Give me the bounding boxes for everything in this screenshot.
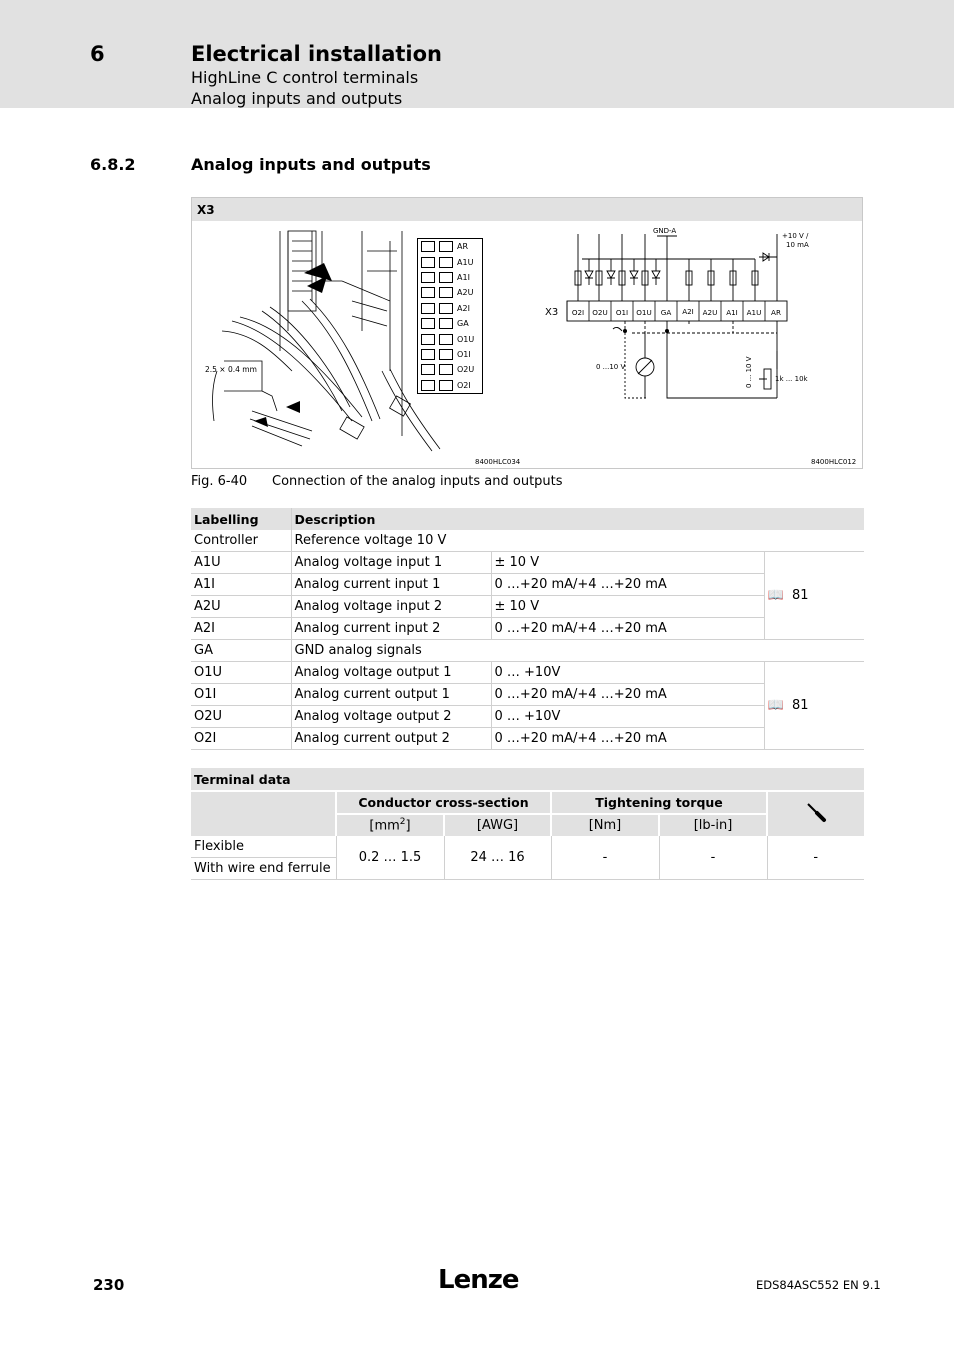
gnd-label: GND-A <box>653 227 677 235</box>
connector-label: X3 <box>545 307 559 318</box>
terminal-slot <box>439 241 453 252</box>
label-cell: A2I <box>191 618 291 640</box>
tool-value: - <box>767 836 864 880</box>
label-cell: O1I <box>191 684 291 706</box>
pot-voltage-label: 0 ... 10 V <box>745 356 753 388</box>
schematic-terminal-label: A1I <box>726 308 738 317</box>
terminal-block-row <box>418 378 482 393</box>
table-row <box>191 662 864 684</box>
terminal-block-row <box>418 331 482 346</box>
empty-header-cell <box>191 791 336 836</box>
table-row <box>191 596 864 618</box>
nm-value: - <box>551 836 659 880</box>
labelling-table <box>191 508 864 750</box>
label-cell: Controller <box>191 530 291 552</box>
label-cell: A1U <box>191 552 291 574</box>
table-row <box>191 706 864 728</box>
description-cell: Analog voltage output 1 <box>291 662 491 684</box>
meter-label: 0 ...10 V <box>596 363 626 371</box>
terminal-slot <box>421 257 435 268</box>
terminal-block-row <box>418 239 482 254</box>
figure-right-code: 8400HLC012 <box>811 458 857 466</box>
terminal-data-title: Terminal data <box>191 768 864 791</box>
table-row <box>191 640 864 662</box>
terminal-label: O1U <box>457 334 475 344</box>
terminal-slot <box>421 287 435 298</box>
terminal-label: O2U <box>457 365 475 375</box>
awg-value: 24 … 16 <box>444 836 551 880</box>
terminal-block-row <box>418 362 482 377</box>
schematic-terminal-label: A2I <box>682 307 694 316</box>
description-cell: Analog current output 2 <box>291 728 491 750</box>
label-cell: O1U <box>191 662 291 684</box>
table-row <box>191 728 864 750</box>
schematic-terminal-label: O1U <box>636 308 652 317</box>
document-id: EDS84ASC552 EN 9.1 <box>756 1278 881 1292</box>
terminal-block-row <box>418 316 482 331</box>
table-row <box>191 684 864 706</box>
figure-left-code: 8400HLC034 <box>475 458 521 466</box>
figure-label-bar <box>192 198 862 221</box>
label-cell: A1I <box>191 574 291 596</box>
terminal-label: A1I <box>457 272 470 282</box>
terminal-slot <box>421 364 435 375</box>
terminal-slot <box>439 303 453 314</box>
outputs-page-ref[interactable]: 81 <box>791 698 809 713</box>
label-cell: A2U <box>191 596 291 618</box>
figure-box <box>191 197 863 469</box>
terminal-label: A1U <box>457 257 474 267</box>
row-flexible: Flexible <box>191 836 336 858</box>
supply-label-1: +10 V / <box>782 232 809 240</box>
terminal-slot <box>421 318 435 329</box>
table-row <box>191 530 864 552</box>
description-cell: Reference voltage 10 V <box>291 530 864 552</box>
figure-caption-number: Fig. 6-40 <box>191 474 248 489</box>
schematic-terminal-label: O2I <box>571 308 585 317</box>
label-cell: O2I <box>191 728 291 750</box>
lbin-value: - <box>659 836 767 880</box>
value-cell: 0 … +10V <box>491 662 764 684</box>
label-cell: O2U <box>191 706 291 728</box>
terminal-label: O2I <box>457 380 471 390</box>
pot-label: 1k ... 10k <box>775 375 808 383</box>
header-subtitle-2: Analog inputs and outputs <box>191 89 403 108</box>
value-cell: 0 …+20 mA/+4 …+20 mA <box>491 684 764 706</box>
header-description: Description <box>291 508 864 530</box>
section-number: 6.8.2 <box>90 155 136 174</box>
description-cell: GND analog signals <box>291 640 864 662</box>
analog-schematic <box>537 221 862 468</box>
row-ferrule: With wire end ferrule <box>191 858 336 880</box>
inputs-reference <box>764 552 864 640</box>
schematic-terminal-label: GA <box>660 308 672 317</box>
mm2-value: 0.2 … 1.5 <box>336 836 444 880</box>
description-cell: Analog voltage input 1 <box>291 552 491 574</box>
terminal-block-row <box>418 285 482 300</box>
conductor-header: Conductor cross-section <box>336 791 551 814</box>
terminal-block <box>417 238 483 394</box>
schematic-terminal-label: O2U <box>592 308 608 317</box>
terminal-label: A2U <box>457 288 474 298</box>
terminal-label: O1I <box>457 349 471 359</box>
terminal-slot <box>421 334 435 345</box>
screwdriver-icon <box>805 801 827 823</box>
schematic-terminal-label: A2U <box>702 308 718 317</box>
terminal-slot <box>439 257 453 268</box>
terminal-label: A2I <box>457 303 470 313</box>
screwdriver-header <box>767 791 864 836</box>
table-row <box>191 552 864 574</box>
schematic-terminal-label: O1I <box>615 308 629 317</box>
terminal-slot <box>439 364 453 375</box>
description-cell: Analog current input 2 <box>291 618 491 640</box>
supply-label-2: 10 mA <box>786 241 809 249</box>
section-title: Analog inputs and outputs <box>191 155 431 174</box>
unit-nm: [Nm] <box>551 814 659 836</box>
terminal-slot <box>439 272 453 283</box>
brand-logo: Lenze <box>438 1265 519 1295</box>
outputs-reference <box>764 662 864 750</box>
table-row <box>191 574 864 596</box>
unit-lbin: [lb-in] <box>659 814 767 836</box>
value-cell: 0 …+20 mA/+4 …+20 mA <box>491 574 764 596</box>
terminal-block-row <box>418 301 482 316</box>
unit-awg: [AWG] <box>444 814 551 836</box>
value-cell: 0 …+20 mA/+4 …+20 mA <box>491 728 764 750</box>
terminal-slot <box>439 287 453 298</box>
chapter-title: Electrical installation <box>191 42 442 66</box>
chapter-number: 6 <box>90 42 105 66</box>
terminal-slot <box>439 318 453 329</box>
value-cell: ± 10 V <box>491 596 764 618</box>
terminal-slot <box>421 380 435 391</box>
book-icon: 📖 <box>767 588 784 603</box>
description-cell: Analog voltage input 2 <box>291 596 491 618</box>
value-cell: 0 … +10V <box>491 706 764 728</box>
unit-mm2: $[mm^2]$ <box>336 814 444 836</box>
header-subtitle-1: HighLine C control terminals <box>191 68 419 87</box>
header-band <box>0 0 954 108</box>
terminal-label: GA <box>457 319 469 329</box>
terminal-slot <box>421 303 435 314</box>
value-cell: ± 10 V <box>491 552 764 574</box>
description-cell: Analog current output 1 <box>291 684 491 706</box>
figure-caption-text: Connection of the analog inputs and outputs <box>272 474 563 489</box>
terminal-slot <box>421 241 435 252</box>
book-icon: 📖 <box>767 698 784 713</box>
terminal-slot <box>439 349 453 360</box>
ferrule-dimension: 2.5 × 0.4 mm <box>205 365 257 374</box>
description-cell: Analog voltage output 2 <box>291 706 491 728</box>
description-cell: Analog current input 1 <box>291 574 491 596</box>
table-row <box>191 618 864 640</box>
inputs-page-ref[interactable]: 81 <box>791 588 809 603</box>
terminal-slot <box>421 272 435 283</box>
page-number: 230 <box>93 1276 125 1294</box>
terminal-block-row <box>418 270 482 285</box>
value-cell: 0 …+20 mA/+4 …+20 mA <box>491 618 764 640</box>
terminal-slot <box>421 349 435 360</box>
terminal-slot <box>439 334 453 345</box>
header-labelling: Labelling <box>191 508 291 530</box>
torque-header: Tightening torque <box>551 791 767 814</box>
schematic-terminal-label: A1U <box>746 308 762 317</box>
terminal-data-table <box>191 768 864 880</box>
figure-label: X3 <box>197 203 215 217</box>
terminal-block-row <box>418 254 482 269</box>
schematic-terminal-label: AR <box>771 308 781 317</box>
table-row <box>191 836 864 858</box>
terminal-slot <box>439 380 453 391</box>
label-cell: GA <box>191 640 291 662</box>
terminal-label: AR <box>457 242 469 252</box>
terminal-block-row <box>418 347 482 362</box>
